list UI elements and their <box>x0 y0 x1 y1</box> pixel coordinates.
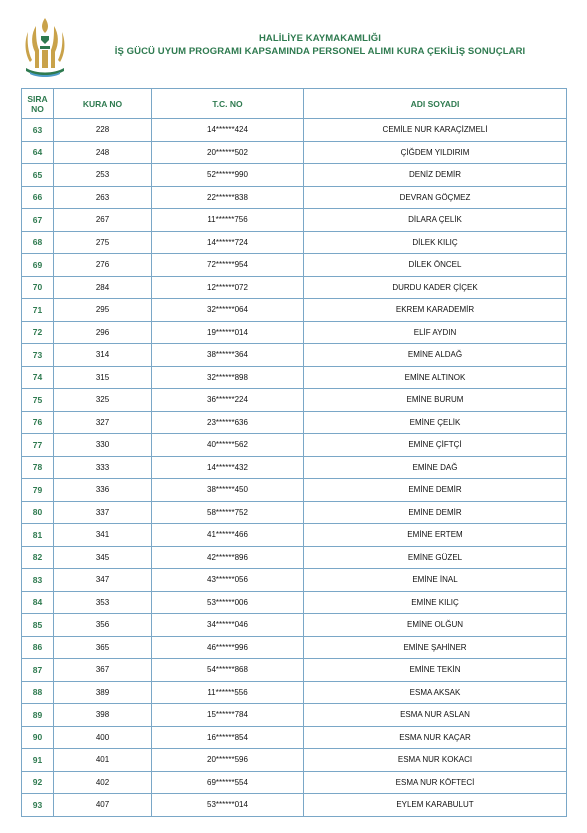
cell-tc: 43******056 <box>152 569 304 592</box>
cell-tc: 41******466 <box>152 524 304 547</box>
cell-tc: 40******562 <box>152 434 304 457</box>
cell-sira: 90 <box>22 726 54 749</box>
column-header-kura: KURA NO <box>54 89 152 119</box>
cell-kura: 327 <box>54 411 152 434</box>
table-row <box>22 299 567 322</box>
cell-kura: 353 <box>54 591 152 614</box>
cell-tc: 32******898 <box>152 366 304 389</box>
table-row <box>22 726 567 749</box>
cell-sira: 65 <box>22 164 54 187</box>
cell-name: EYLEM KARABULUT <box>304 794 567 817</box>
cell-tc: 42******896 <box>152 546 304 569</box>
table-row <box>22 119 567 142</box>
cell-kura: 315 <box>54 366 152 389</box>
cell-tc: 58******752 <box>152 501 304 524</box>
table-row <box>22 794 567 817</box>
table-row <box>22 186 567 209</box>
table-row <box>22 546 567 569</box>
table-row <box>22 344 567 367</box>
cell-name: EMİNE BURUM <box>304 389 567 412</box>
cell-name: DENİZ DEMİR <box>304 164 567 187</box>
cell-tc: 36******224 <box>152 389 304 412</box>
cell-sira: 63 <box>22 119 54 142</box>
cell-kura: 276 <box>54 254 152 277</box>
cell-sira: 76 <box>22 411 54 434</box>
table-row <box>22 321 567 344</box>
cell-sira: 66 <box>22 186 54 209</box>
cell-sira: 74 <box>22 366 54 389</box>
cell-name: DİLEK ÖNCEL <box>304 254 567 277</box>
cell-name: EMİNE DAĞ <box>304 456 567 479</box>
sira-line1: SIRA <box>27 93 48 104</box>
table-row <box>22 614 567 637</box>
cell-kura: 389 <box>54 681 152 704</box>
cell-kura: 367 <box>54 659 152 682</box>
table-row <box>22 681 567 704</box>
table-header-row <box>22 89 567 119</box>
cell-tc: 52******990 <box>152 164 304 187</box>
table-row <box>22 231 567 254</box>
table-row <box>22 141 567 164</box>
cell-name: EMİNE ERTEM <box>304 524 567 547</box>
cell-name: DİLARA ÇELİK <box>304 209 567 232</box>
cell-name: EMİNE DEMİR <box>304 479 567 502</box>
cell-tc: 32******064 <box>152 299 304 322</box>
cell-name: EMİNE GÜZEL <box>304 546 567 569</box>
table-row <box>22 636 567 659</box>
cell-kura: 314 <box>54 344 152 367</box>
table-row <box>22 749 567 772</box>
cell-kura: 333 <box>54 456 152 479</box>
cell-sira: 72 <box>22 321 54 344</box>
cell-kura: 267 <box>54 209 152 232</box>
cell-kura: 402 <box>54 771 152 794</box>
cell-kura: 336 <box>54 479 152 502</box>
cell-sira: 87 <box>22 659 54 682</box>
cell-name: ESMA NUR KÖFTECİ <box>304 771 567 794</box>
cell-name: DEVRAN GÖÇMEZ <box>304 186 567 209</box>
column-header-sira <box>22 89 54 119</box>
cell-tc: 53******006 <box>152 591 304 614</box>
cell-sira: 89 <box>22 704 54 727</box>
table-row <box>22 524 567 547</box>
cell-tc: 72******954 <box>152 254 304 277</box>
cell-name: EMİNE ALTINOK <box>304 366 567 389</box>
table-row <box>22 456 567 479</box>
table-row <box>22 569 567 592</box>
cell-name: ESMA NUR ASLAN <box>304 704 567 727</box>
cell-sira: 85 <box>22 614 54 637</box>
cell-name: EMİNE ÇELİK <box>304 411 567 434</box>
cell-kura: 248 <box>54 141 152 164</box>
cell-tc: 53******014 <box>152 794 304 817</box>
cell-name: DURDU KADER ÇİÇEK <box>304 276 567 299</box>
cell-tc: 16******854 <box>152 726 304 749</box>
cell-kura: 337 <box>54 501 152 524</box>
cell-tc: 46******996 <box>152 636 304 659</box>
cell-kura: 401 <box>54 749 152 772</box>
cell-tc: 20******596 <box>152 749 304 772</box>
cell-name: EMİNE KILIÇ <box>304 591 567 614</box>
cell-kura: 365 <box>54 636 152 659</box>
cell-tc: 38******450 <box>152 479 304 502</box>
cell-sira: 71 <box>22 299 54 322</box>
cell-kura: 253 <box>54 164 152 187</box>
cell-sira: 77 <box>22 434 54 457</box>
cell-sira: 79 <box>22 479 54 502</box>
sira-line2: NO <box>31 103 44 114</box>
office-title: HALİLİYE KAYMAKAMLIĞI <box>258 33 382 44</box>
cell-sira: 84 <box>22 591 54 614</box>
cell-sira: 69 <box>22 254 54 277</box>
cell-name: ESMA NUR KAÇAR <box>304 726 567 749</box>
cell-tc: 22******838 <box>152 186 304 209</box>
cell-tc: 20******502 <box>152 141 304 164</box>
cell-sira: 80 <box>22 501 54 524</box>
cell-kura: 325 <box>54 389 152 412</box>
cell-tc: 34******046 <box>152 614 304 637</box>
table-row <box>22 164 567 187</box>
table-row <box>22 479 567 502</box>
table-row <box>22 659 567 682</box>
cell-sira: 68 <box>22 231 54 254</box>
cell-name: EMİNE ÇİFTÇİ <box>304 434 567 457</box>
table-row <box>22 209 567 232</box>
table-row <box>22 434 567 457</box>
column-header-tc: T.C. NO <box>152 89 304 119</box>
cell-tc: 14******424 <box>152 119 304 142</box>
cell-name: DİLEK KILIÇ <box>304 231 567 254</box>
cell-name: CEMİLE NUR KARAÇİZMELİ <box>304 119 567 142</box>
page-header <box>0 0 587 88</box>
cell-kura: 295 <box>54 299 152 322</box>
cell-sira: 70 <box>22 276 54 299</box>
cell-kura: 347 <box>54 569 152 592</box>
cell-name: ÇİĞDEM YILDIRIM <box>304 141 567 164</box>
cell-sira: 73 <box>22 344 54 367</box>
cell-name: ELİF AYDIN <box>304 321 567 344</box>
cell-tc: 14******724 <box>152 231 304 254</box>
cell-tc: 54******868 <box>152 659 304 682</box>
cell-name: EMİNE TEKİN <box>304 659 567 682</box>
cell-tc: 11******556 <box>152 681 304 704</box>
cell-sira: 75 <box>22 389 54 412</box>
cell-sira: 88 <box>22 681 54 704</box>
document-title: İŞ GÜCÜ UYUM PROGRAMI KAPSAMINDA PERSONEL ALIMI KURA ÇEKİLİŞ SONUÇLARI <box>114 46 526 57</box>
cell-name: ESMA NUR KOKACI <box>304 749 567 772</box>
results-table <box>21 88 567 817</box>
cell-name: EMİNE OLĞUN <box>304 614 567 637</box>
cell-kura: 345 <box>54 546 152 569</box>
table-body <box>22 119 567 817</box>
cell-name: EMİNE ŞAHİNER <box>304 636 567 659</box>
cell-sira: 83 <box>22 569 54 592</box>
cell-kura: 296 <box>54 321 152 344</box>
cell-kura: 330 <box>54 434 152 457</box>
cell-kura: 407 <box>54 794 152 817</box>
table-row <box>22 254 567 277</box>
cell-sira: 86 <box>22 636 54 659</box>
cell-name: EMİNE ALDAĞ <box>304 344 567 367</box>
cell-tc: 12******072 <box>152 276 304 299</box>
cell-tc: 14******432 <box>152 456 304 479</box>
table-row <box>22 591 567 614</box>
cell-tc: 19******014 <box>152 321 304 344</box>
cell-tc: 15******784 <box>152 704 304 727</box>
cell-name: EMİNE DEMİR <box>304 501 567 524</box>
cell-sira: 93 <box>22 794 54 817</box>
cell-kura: 228 <box>54 119 152 142</box>
cell-sira: 64 <box>22 141 54 164</box>
cell-kura: 400 <box>54 726 152 749</box>
table-row <box>22 276 567 299</box>
cell-kura: 398 <box>54 704 152 727</box>
cell-sira: 67 <box>22 209 54 232</box>
haliliye-logo-icon <box>22 16 68 78</box>
cell-tc: 23******636 <box>152 411 304 434</box>
table-row <box>22 366 567 389</box>
cell-name: ESMA AKSAK <box>304 681 567 704</box>
cell-kura: 284 <box>54 276 152 299</box>
cell-sira: 81 <box>22 524 54 547</box>
table-row <box>22 389 567 412</box>
table-row <box>22 411 567 434</box>
cell-kura: 275 <box>54 231 152 254</box>
cell-tc: 11******756 <box>152 209 304 232</box>
column-header-name: ADI SOYADI <box>304 89 567 119</box>
cell-sira: 91 <box>22 749 54 772</box>
cell-sira: 92 <box>22 771 54 794</box>
table-row <box>22 501 567 524</box>
table-row <box>22 704 567 727</box>
cell-kura: 263 <box>54 186 152 209</box>
cell-name: EMİNE İNAL <box>304 569 567 592</box>
cell-kura: 341 <box>54 524 152 547</box>
cell-tc: 38******364 <box>152 344 304 367</box>
table-row <box>22 771 567 794</box>
cell-sira: 78 <box>22 456 54 479</box>
cell-name: EKREM KARADEMİR <box>304 299 567 322</box>
cell-sira: 82 <box>22 546 54 569</box>
cell-tc: 69******554 <box>152 771 304 794</box>
cell-kura: 356 <box>54 614 152 637</box>
